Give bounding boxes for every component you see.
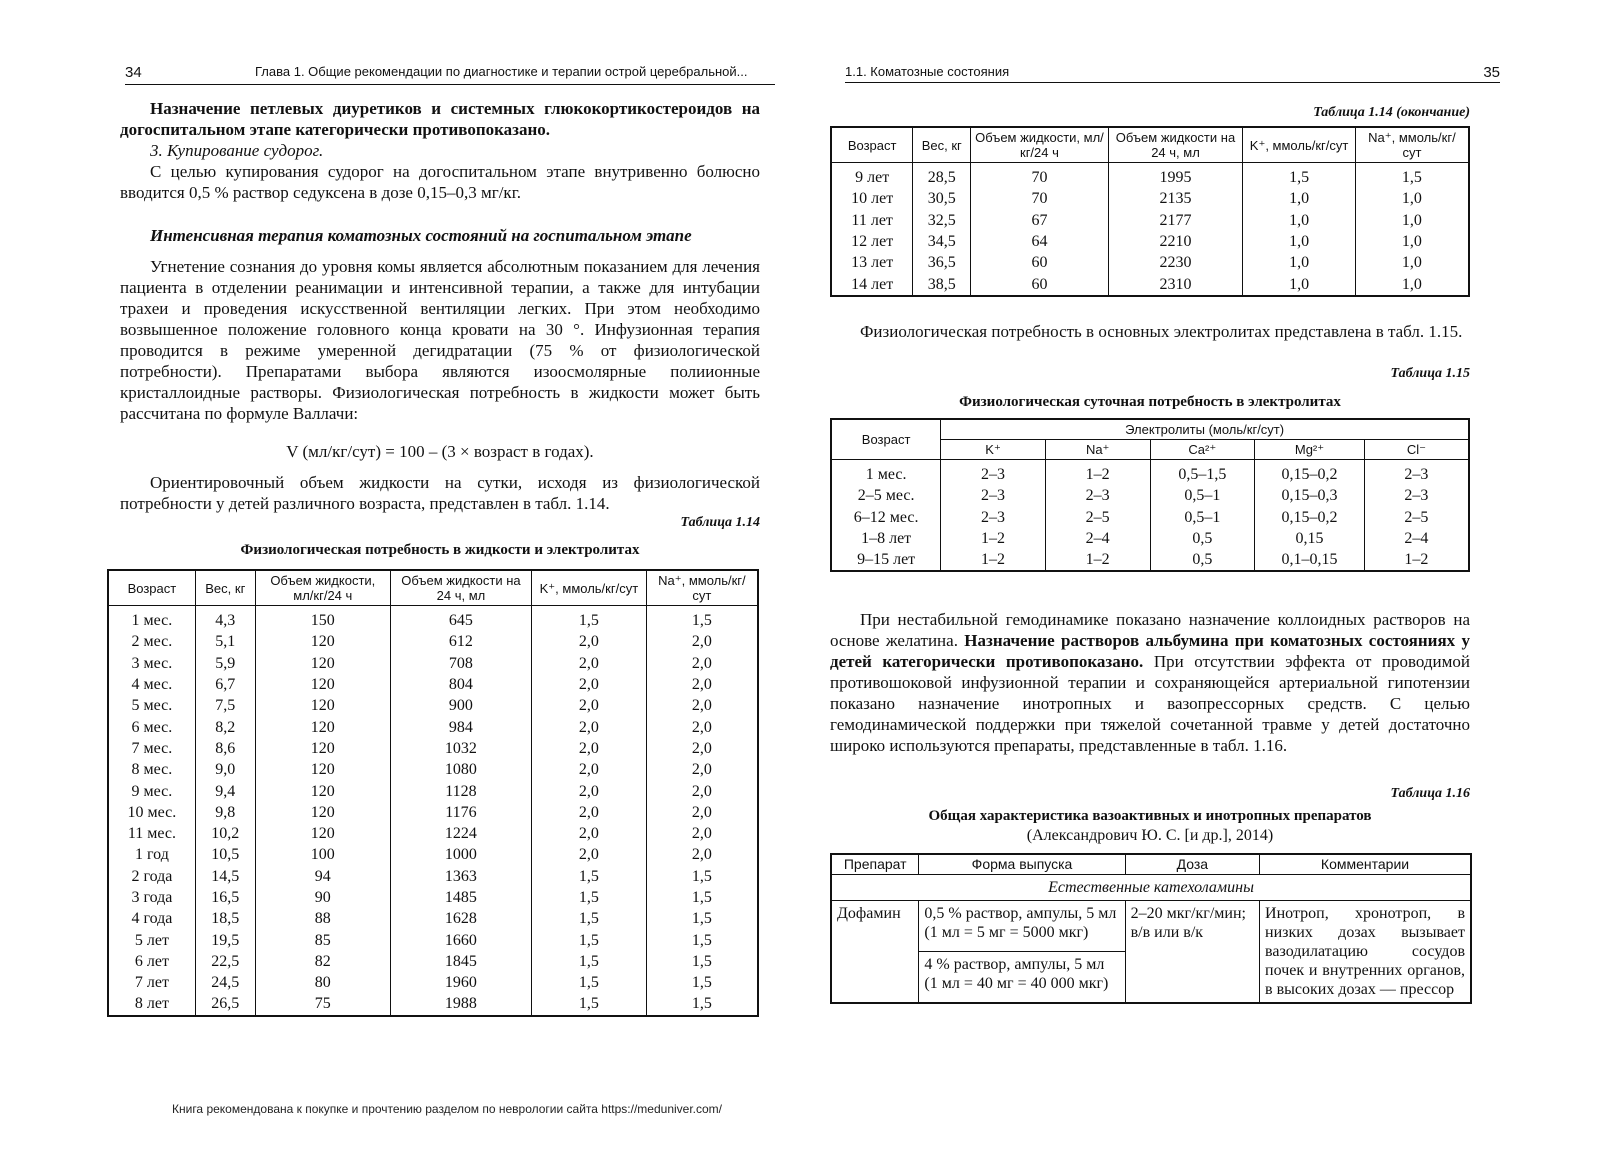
table-row [831, 549, 1469, 571]
table-cell: 1128 [390, 780, 531, 801]
table-cell: 11 лет [831, 210, 913, 231]
table-cell: 2,0 [532, 802, 647, 823]
table-cell: 1 год [108, 844, 195, 865]
table-cell: 4,3 [195, 606, 255, 632]
table-cell: 22,5 [195, 951, 255, 972]
table116-title: Общая характеристика вазоактивных и инотропных препаратов [928, 808, 1372, 824]
table-cell: 1628 [390, 908, 531, 929]
table-cell: 1,0 [1355, 210, 1469, 231]
seizure-subheading: 3. Купирование судорог. [150, 141, 324, 160]
table-cell: 1032 [390, 738, 531, 759]
table-cell: 2–3 [1045, 485, 1150, 506]
table-cell: 1,0 [1243, 210, 1356, 231]
table-cell: 2,0 [646, 823, 758, 844]
table-cell: 14,5 [195, 866, 255, 887]
table-cell: 2,0 [646, 674, 758, 695]
hemodynamics-text [830, 609, 1470, 756]
page-number-right: 35 [1483, 64, 1500, 81]
table-cell: 1,0 [1243, 188, 1356, 209]
table-cell: 67 [971, 210, 1109, 231]
table-cell: 9,8 [195, 802, 255, 823]
hemodynamics-paragraph [830, 609, 1470, 756]
table-cell: 2,0 [646, 695, 758, 716]
table-cell: 0,15 [1255, 528, 1365, 549]
table-cell: 1,5 [532, 606, 647, 632]
column-header: Ca²⁺ [1150, 440, 1255, 460]
table-cell: 120 [255, 759, 390, 780]
table-cell: 1–2 [941, 549, 1046, 571]
column-header: Возраст [108, 570, 195, 606]
electrolytes-group-header: Электролиты (моль/кг/сут) [941, 419, 1469, 440]
footer-note: Книга рекомендована к покупке и прочтению разделом по неврологии сайта https://meduniver.com/ [172, 1102, 723, 1116]
table-cell: 4 мес. [108, 674, 195, 695]
table-cell: 120 [255, 653, 390, 674]
table-cell: 1,0 [1355, 188, 1469, 209]
inotrope-sentence: При отсутствии эффекта от проводимой противошоковой инфузионной терапии и сохраняющейся артериальной гипотензии показано назначение инотропных и вазопрессорных средств. С целью гемодинамической поддержки при тяжелой сочетанной травме у детей достаточно широко используются препараты, представленные в табл. 1.16. [830, 652, 1471, 755]
table-cell: 4 года [108, 908, 195, 929]
age-header: Возраст [831, 419, 941, 460]
column-header: Cl⁻ [1364, 440, 1469, 460]
volume-paragraph: Ориентировочный объем жидкости на сутки, исходя из физиологической потребности у детей различного возраста, представлен в табл. 1.14. [120, 473, 760, 513]
table-cell: 60 [971, 273, 1109, 295]
table-cell: 28,5 [913, 163, 971, 189]
table-cell: 1660 [390, 929, 531, 950]
table-cell: 0,5–1 [1150, 485, 1255, 506]
table-caption-cont: Таблица 1.14 (окончание) [1313, 105, 1470, 120]
table-cell: 8,2 [195, 716, 255, 737]
table-cell: 2 мес. [108, 631, 195, 652]
table-cell: 0,1–0,15 [1255, 549, 1365, 571]
table-cell: 0,5 [1150, 549, 1255, 571]
table-cell: 2177 [1108, 210, 1243, 231]
table-cell: 0,5–1,5 [1150, 460, 1255, 486]
table-cell: 9,4 [195, 780, 255, 801]
category-cell: Естественные катехоламины [831, 875, 1471, 901]
table-cell: 2310 [1108, 273, 1243, 295]
table-cell: 120 [255, 674, 390, 695]
section-heading: Интенсивная терапия коматозных состояний на госпитальном этапе [150, 226, 692, 245]
table-row [831, 507, 1469, 528]
table-cell: 2210 [1108, 231, 1243, 252]
table-cell: 8,6 [195, 738, 255, 759]
table-cell: 1,5 [532, 972, 647, 993]
table-cell: 1–2 [941, 528, 1046, 549]
table-row [831, 485, 1469, 506]
section-title: 1.1. Коматозные состояния [845, 64, 1010, 79]
table-cell: 2,0 [532, 716, 647, 737]
table-cell: 612 [390, 631, 531, 652]
table-cell: 1,5 [1243, 163, 1356, 189]
table-cell: 1,5 [646, 887, 758, 908]
table-cell: 804 [390, 674, 531, 695]
table-cell: 900 [390, 695, 531, 716]
table-cell: 90 [255, 887, 390, 908]
table115-title: Физиологическая суточная потребность в электролитах [959, 394, 1341, 410]
drugs-table [830, 853, 1472, 1004]
table-cell: 0,5–1 [1150, 507, 1255, 528]
table-cell: 984 [390, 716, 531, 737]
table-cell: 1–2 [1045, 549, 1150, 571]
seizure-paragraph: С целью купирования судорог на догоспитальном этапе внутривенно болюсно вводится 0,5 % раствор седуксена в дозе 0,15–0,3 мг/кг. [120, 162, 760, 202]
table-cell: 18,5 [195, 908, 255, 929]
table-cell: 1,5 [532, 887, 647, 908]
table-cell: 3 года [108, 887, 195, 908]
table-cell: 100 [255, 844, 390, 865]
table-cell: 24,5 [195, 972, 255, 993]
table-cell: 2,0 [646, 780, 758, 801]
table-cell: 2–3 [1364, 460, 1469, 486]
table-cell: 2–5 мес. [831, 485, 941, 506]
table-cell: 1,5 [646, 951, 758, 972]
drug-header: Препарат [831, 854, 919, 875]
albumin-warning: Назначение растворов альбумина при коматозных состояниях у детей категорически противопоказано. [830, 631, 1470, 671]
table-cell: 2–3 [1364, 485, 1469, 506]
table-body [831, 163, 1469, 296]
table-cell: 14 лет [831, 273, 913, 295]
form-header: Форма выпуска [919, 854, 1125, 875]
column-header: K⁺, ммоль/кг/сут [1243, 127, 1356, 163]
table-cell: 2,0 [646, 738, 758, 759]
table-cell: 11 мес. [108, 823, 195, 844]
table-cell: 85 [255, 929, 390, 950]
table-cell: 70 [971, 188, 1109, 209]
table-cell: 38,5 [913, 273, 971, 295]
table-cell: 32,5 [913, 210, 971, 231]
table-cell: 2–5 [1045, 507, 1150, 528]
table-cell: 120 [255, 802, 390, 823]
table-row [831, 273, 1469, 295]
table-cell: 1995 [1108, 163, 1243, 189]
table-cell: 10,2 [195, 823, 255, 844]
coma-paragraph: Угнетение сознания до уровня комы является абсолютным показанием для лечения пациента в отделении реанимации и интенсивной терапии, а также для интубации трахеи и проведения искусственной вентиляции легких. При этом необходимо возвышенное положение головного конца кровати на 30 °. Инфузионная терапия проводится в режиме умеренной дегидратации (75 % от физиологической потребности). Препаратами выбора являются изоосмолярные полиионные кристаллоидные растворы. Физиологическая потребность в жидкости может быть рассчитана по формуле Валлачи: [120, 257, 760, 423]
table-cell: 16,5 [195, 887, 255, 908]
table-cell: 2,0 [646, 716, 758, 737]
table-cell: 36,5 [913, 252, 971, 273]
column-header: K⁺ [941, 440, 1046, 460]
comment-cell: Инотроп, хронотроп, в низких дозах вызывает вазодилатацию сосудов почек и внутренних органов, в высоких дозах — прессор [1260, 901, 1471, 1004]
table-cell: 1,5 [532, 866, 647, 887]
table-cell: 1,0 [1355, 252, 1469, 273]
table-cell: 2,0 [532, 674, 647, 695]
table-cell: 12 лет [831, 231, 913, 252]
table-cell: 70 [971, 163, 1109, 189]
table116-subtitle: (Александрович Ю. С. [и др.], 2014) [1026, 827, 1274, 844]
table-cell: 5 лет [108, 929, 195, 950]
table-cell: 2,0 [532, 844, 647, 865]
table-cell: 2,0 [646, 759, 758, 780]
table-cell: 2230 [1108, 252, 1243, 273]
table-title: Физиологическая потребность в жидкости и электролитах [240, 542, 640, 558]
table-cell: 1960 [390, 972, 531, 993]
table-cell: 94 [255, 866, 390, 887]
table-cell: 88 [255, 908, 390, 929]
table115-header-row1 [831, 419, 1469, 440]
column-header: Вес, кг [195, 570, 255, 606]
table-cell: 5,9 [195, 653, 255, 674]
table-cell: 1 мес. [831, 460, 941, 486]
column-header: Объем жидкости на 24 ч, мл [1108, 127, 1243, 163]
table-cell: 2,0 [532, 823, 647, 844]
table-cell: 120 [255, 780, 390, 801]
table-cell: 7 лет [108, 972, 195, 993]
table-cell: 1080 [390, 759, 531, 780]
table-cell: 9 лет [831, 163, 913, 189]
chapter-title: Глава 1. Общие рекомендации по диагностике и терапии острой церебральной... [255, 64, 748, 79]
column-header: Возраст [831, 127, 913, 163]
table-cell: 6 мес. [108, 716, 195, 737]
table-cell: 645 [390, 606, 531, 632]
table-cell: 1988 [390, 993, 531, 1015]
table-cell: 1–8 лет [831, 528, 941, 549]
table115-caption: Таблица 1.15 [1390, 366, 1470, 381]
table-cell: 2,0 [646, 653, 758, 674]
table-cell: 1,5 [1355, 163, 1469, 189]
column-header: K⁺, ммоль/кг/сут [532, 570, 647, 606]
table-cell: 6 лет [108, 951, 195, 972]
form-cell-1: 0,5 % раствор, ампулы, 5 мл (1 мл = 5 мг = 5000 мкг) [919, 901, 1125, 952]
table-cell: 2,0 [532, 631, 647, 652]
table-cell: 6–12 мес. [831, 507, 941, 528]
table-cell: 120 [255, 823, 390, 844]
table-cell: 2–5 [1364, 507, 1469, 528]
table-cell: 0,15–0,2 [1255, 460, 1365, 486]
column-header: Объем жидкости на 24 ч, мл [390, 570, 531, 606]
table-cell: 3 мес. [108, 653, 195, 674]
table-caption: Таблица 1.14 [680, 515, 760, 530]
page-number: 34 [125, 64, 142, 81]
table-cell: 2,0 [646, 631, 758, 652]
table-cell: 8 мес. [108, 759, 195, 780]
comment-header: Комментарии [1260, 854, 1471, 875]
dopamine-row-1 [831, 901, 1471, 952]
table-cell: 19,5 [195, 929, 255, 950]
table-cell: 10,5 [195, 844, 255, 865]
table-cell: 1 мес. [108, 606, 195, 632]
table116-caption: Таблица 1.16 [1390, 786, 1470, 801]
column-header: Mg²⁺ [1255, 440, 1365, 460]
table-cell: 2,0 [646, 802, 758, 823]
table-row [831, 231, 1469, 252]
dose-cell: 2–20 мкг/кг/мин; в/в или в/к [1125, 901, 1259, 1004]
table-cell: 1176 [390, 802, 531, 823]
table-cell: 1,5 [646, 929, 758, 950]
table-cell: 2,0 [532, 738, 647, 759]
table-cell: 30,5 [913, 188, 971, 209]
table-cell: 6,7 [195, 674, 255, 695]
table-cell: 1,5 [646, 972, 758, 993]
table-cell: 34,5 [913, 231, 971, 252]
table-cell: 1,0 [1243, 252, 1356, 273]
table-cell: 1,5 [646, 606, 758, 632]
table-cell: 82 [255, 951, 390, 972]
table-cell: 0,15–0,3 [1255, 485, 1365, 506]
gelatin-sentence: При нестабильной гемодинамике показано назначение коллоидных растворов на основе желатина. [830, 610, 1470, 650]
table-cell: 2135 [1108, 188, 1243, 209]
table-cell: 9 мес. [108, 780, 195, 801]
category-row [831, 875, 1471, 901]
table-cell: 120 [255, 695, 390, 716]
table-cell: 120 [255, 631, 390, 652]
table-cell: 150 [255, 606, 390, 632]
table-row [831, 210, 1469, 231]
table-cell: 1,0 [1243, 273, 1356, 295]
table-cell: 2,0 [532, 780, 647, 801]
table-cell: 1,5 [532, 951, 647, 972]
table-row [831, 163, 1469, 189]
table-cell: 0,15–0,2 [1255, 507, 1365, 528]
table-cell: 2,0 [532, 695, 647, 716]
table-cell: 2–3 [941, 507, 1046, 528]
table-cell: 120 [255, 738, 390, 759]
table-cell: 8 лет [108, 993, 195, 1015]
fluid-table-continued [830, 126, 1470, 297]
column-header: Na⁺, ммоль/кг/сут [646, 570, 758, 606]
table-header-row [831, 127, 1469, 163]
table-row [831, 252, 1469, 273]
table-cell: 80 [255, 972, 390, 993]
table-cell: 5 мес. [108, 695, 195, 716]
table-cell: 1,5 [532, 908, 647, 929]
formula: V (мл/кг/сут) = 100 – (3 × возраст в годах). [286, 442, 594, 461]
table-cell: 2,0 [646, 844, 758, 865]
table-cell: 1,5 [646, 866, 758, 887]
electrolyte-intro [830, 321, 1470, 342]
table-cell: 2,0 [532, 759, 647, 780]
column-header: Вес, кг [913, 127, 971, 163]
table-cell: 10 мес. [108, 802, 195, 823]
table-row [831, 188, 1469, 209]
table-cell: 1363 [390, 866, 531, 887]
electrolyte-paragraph: Физиологическая потребность в основных электролитах представлена в табл. 1.15. [860, 322, 1463, 341]
table-cell: 1–2 [1364, 549, 1469, 571]
electrolyte-table [830, 418, 1470, 572]
column-header: Na⁺ [1045, 440, 1150, 460]
table-row [831, 460, 1469, 486]
table-cell: 13 лет [831, 252, 913, 273]
table-cell: 9–15 лет [831, 549, 941, 571]
table-cell: 2–4 [1364, 528, 1469, 549]
table-body [831, 460, 1469, 572]
column-header: Объем жидкости, мл/кг/24 ч [971, 127, 1109, 163]
table-cell: 2 года [108, 866, 195, 887]
table-cell: 2,0 [532, 653, 647, 674]
form-cell-2: 4 % раствор, ампулы, 5 мл (1 мл = 40 мг = 40 000 мкг) [919, 951, 1125, 1003]
table-cell: 1,5 [532, 993, 647, 1015]
table-cell: 7 мес. [108, 738, 195, 759]
table-row [831, 528, 1469, 549]
table-cell: 708 [390, 653, 531, 674]
table-cell: 1485 [390, 887, 531, 908]
table-cell: 1,5 [646, 908, 758, 929]
table-cell: 1,0 [1243, 231, 1356, 252]
table-cell: 2–3 [941, 485, 1046, 506]
table-cell: 1–2 [1045, 460, 1150, 486]
running-header-right [845, 64, 1500, 83]
table-cell: 26,5 [195, 993, 255, 1015]
drug-name-cell: Дофамин [831, 901, 919, 1004]
table-cell: 120 [255, 716, 390, 737]
drugs-header-row [831, 854, 1471, 875]
column-header: Na⁺, ммоль/кг/сут [1355, 127, 1469, 163]
table-cell: 75 [255, 993, 390, 1015]
table-cell: 1,0 [1355, 231, 1469, 252]
table-cell: 1,5 [646, 993, 758, 1015]
table-cell: 1845 [390, 951, 531, 972]
dose-header: Доза [1125, 854, 1259, 875]
table-cell: 1000 [390, 844, 531, 865]
table-cell: 64 [971, 231, 1109, 252]
column-header: Объем жидкости, мл/кг/24 ч [255, 570, 390, 606]
table-cell: 5,1 [195, 631, 255, 652]
diuretics-warning: Назначение петлевых диуретиков и системных глюкокортикостероидов на догоспитальном этапе категорически противопоказано. [120, 99, 760, 139]
table-cell: 9,0 [195, 759, 255, 780]
table-cell: 1,5 [532, 929, 647, 950]
table-cell: 1,0 [1355, 273, 1469, 295]
table-cell: 1224 [390, 823, 531, 844]
table-cell: 7,5 [195, 695, 255, 716]
table-cell: 60 [971, 252, 1109, 273]
table-cell: 2–4 [1045, 528, 1150, 549]
table-cell: 10 лет [831, 188, 913, 209]
table-cell: 0,5 [1150, 528, 1255, 549]
table-cell: 2–3 [941, 460, 1046, 486]
